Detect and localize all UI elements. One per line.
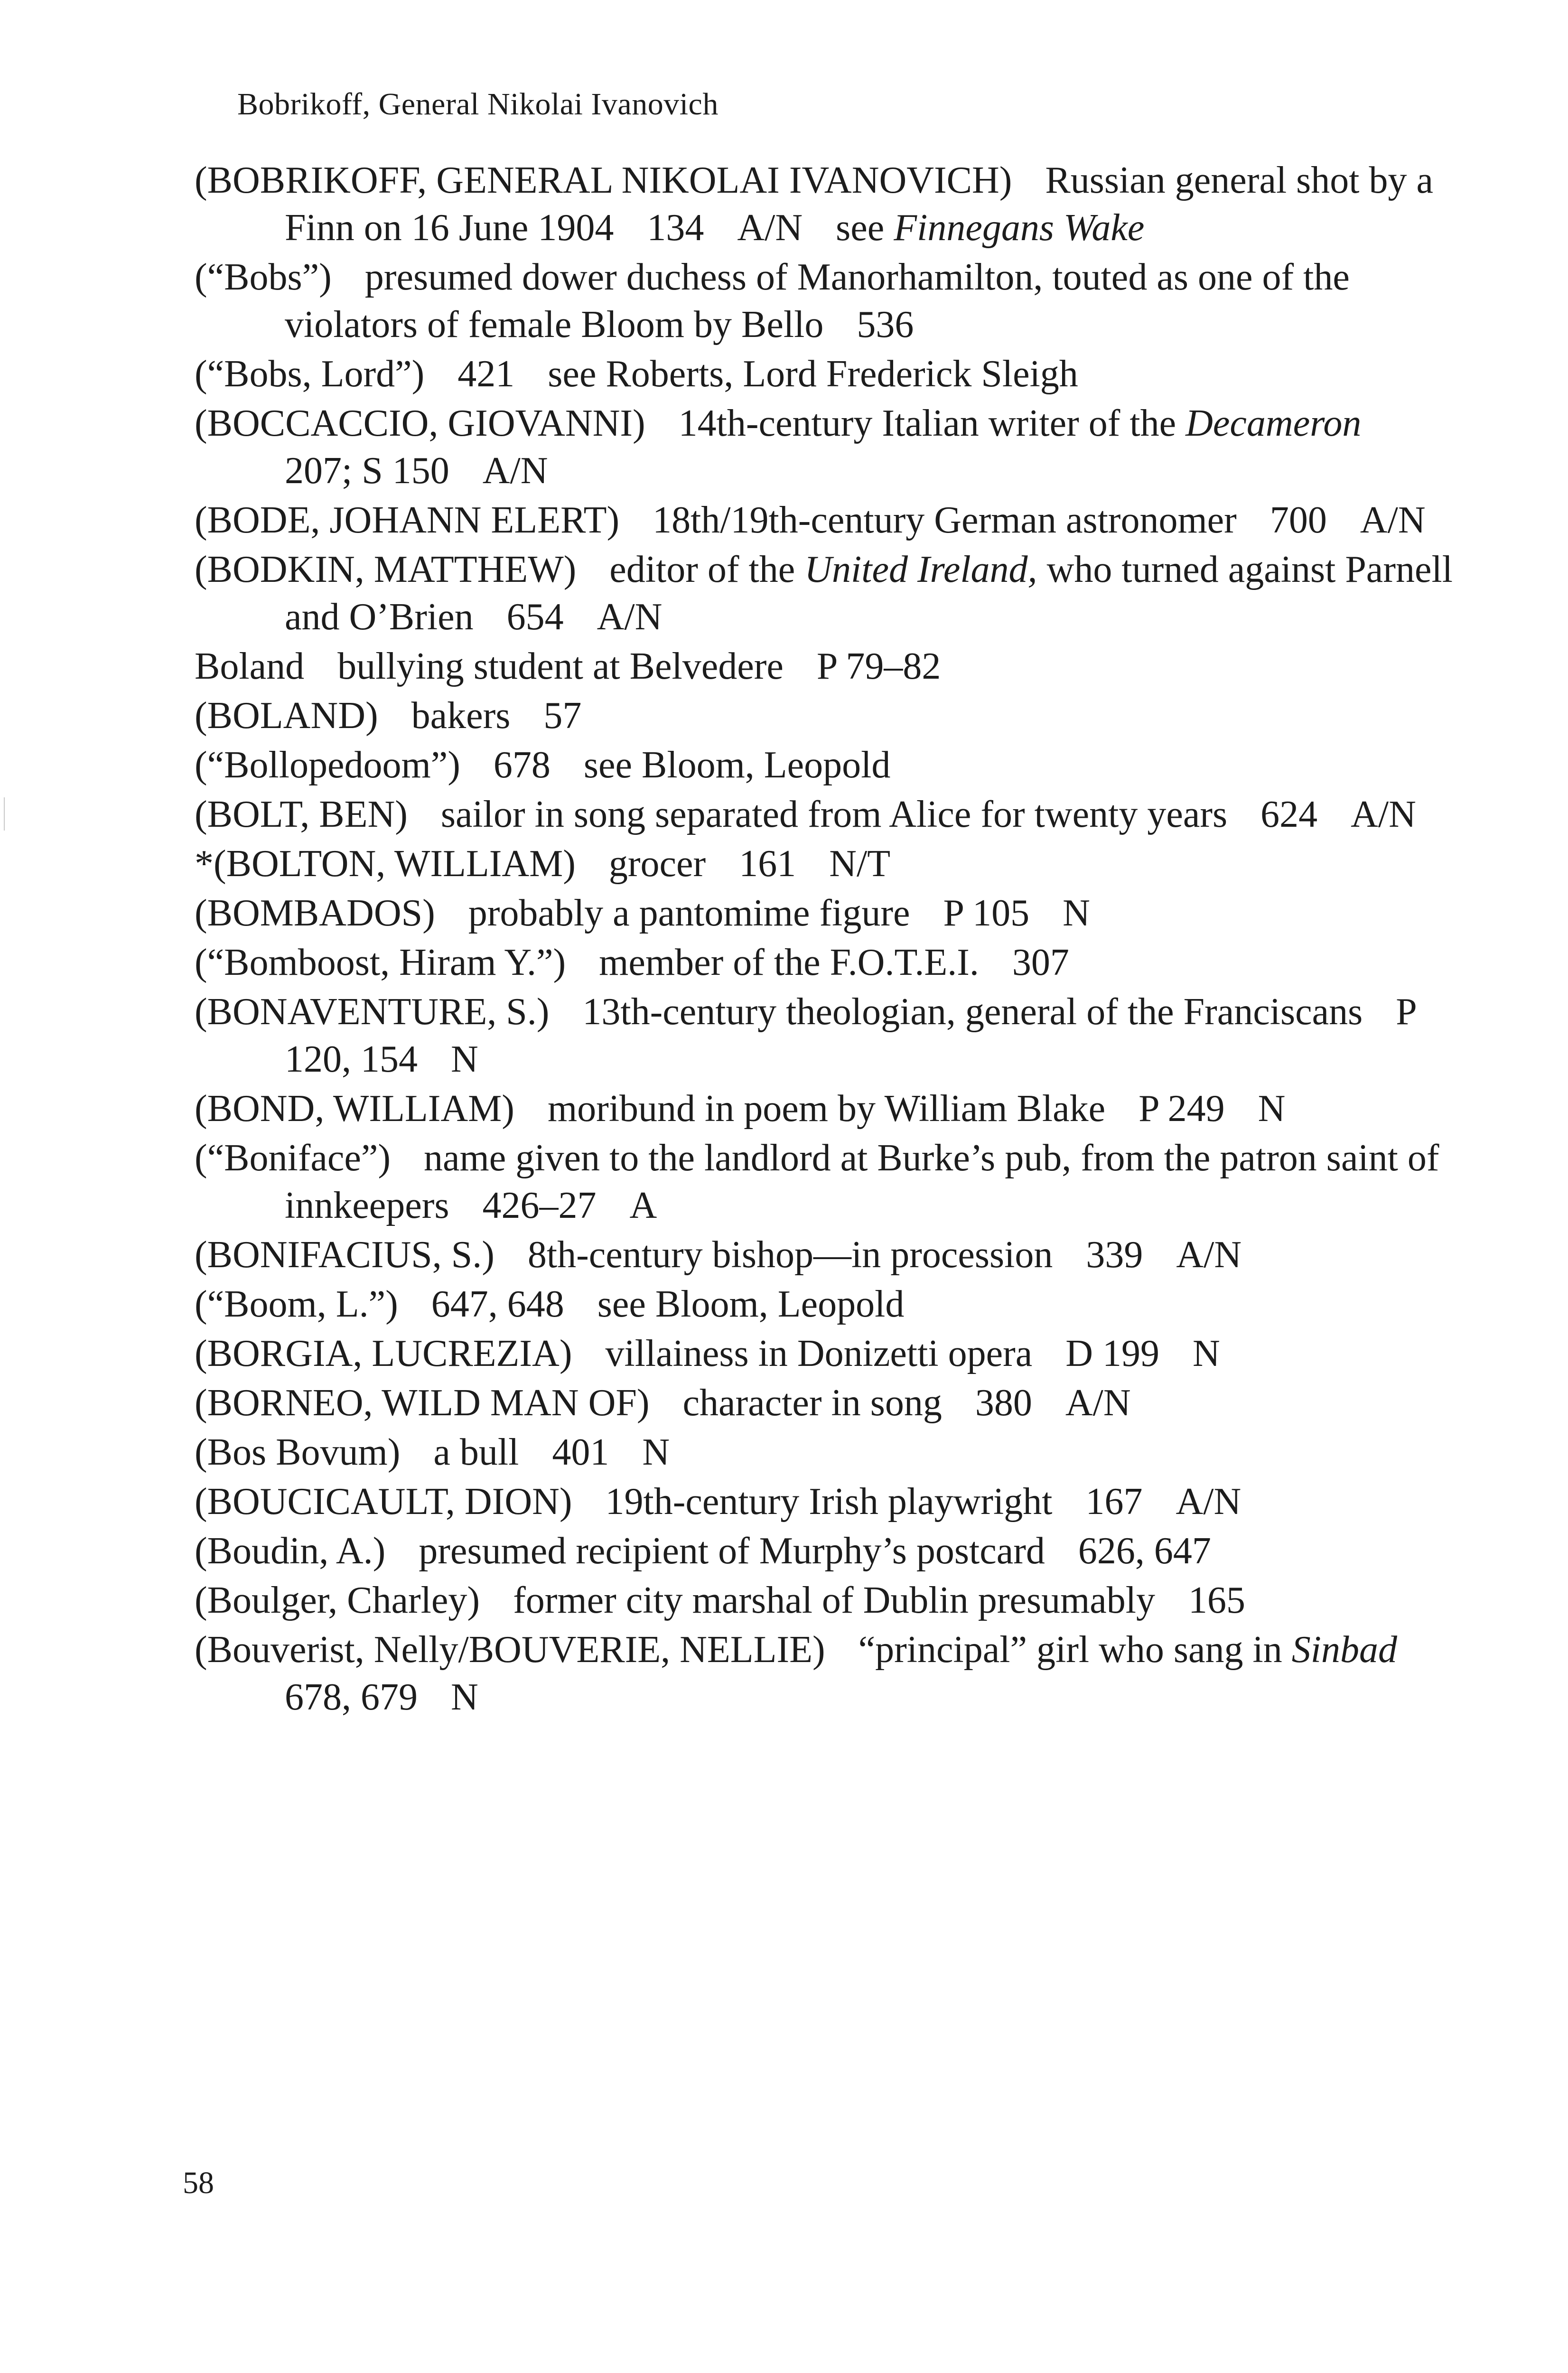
index-entry (195, 1379, 1457, 1427)
index-entries (195, 157, 1457, 1723)
index-entry (195, 692, 1457, 739)
index-entry (195, 791, 1457, 838)
index-entry (195, 1429, 1457, 1476)
entry-description: 8th-century bishop—in procession (527, 1234, 1053, 1276)
entry-refs: 626, 647 (1078, 1530, 1211, 1572)
entry-refs: 678, 679 (285, 1676, 418, 1718)
index-entry (195, 253, 1457, 348)
entry-refs: 307 (1012, 942, 1069, 983)
entry-head: (BODE, JOHANN ELERT) (195, 499, 620, 541)
entry-head: (BOLAND) (195, 695, 378, 737)
entry-description: “principal” girl who sang in (858, 1629, 1282, 1671)
entry-head: (“Bobs, Lord”) (195, 353, 425, 395)
entry-head: (BODKIN, MATTHEW) (195, 549, 577, 590)
entry-description-title: Sinbad (1291, 1629, 1397, 1671)
entry-code: N (1258, 1088, 1286, 1130)
entry-refs: 536 (857, 304, 914, 346)
entry-refs: 57 (543, 695, 582, 737)
entry-code: A/N (1176, 1481, 1241, 1523)
index-entry (195, 546, 1457, 641)
entry-head: (“Bobs”) (195, 256, 332, 298)
entry-head: (BOUCICAULT, DION) (195, 1481, 572, 1523)
entry-refs: 401 (552, 1431, 609, 1473)
entry-description-title: United Ireland, (804, 549, 1037, 590)
entry-code: A/N (1065, 1382, 1131, 1424)
entry-head: (BONIFACIUS, S.) (195, 1234, 495, 1276)
entry-head: (Boulger, Charley) (195, 1579, 480, 1621)
entry-head: (BONAVENTURE, S.) (195, 991, 550, 1033)
index-entry (195, 350, 1457, 398)
entry-head: (BOMBADOS) (195, 892, 435, 934)
entry-description: villainess in Donizetti opera (605, 1333, 1033, 1374)
entry-see: see (836, 207, 885, 249)
entry-code: N (1063, 892, 1090, 934)
entry-description: probably a pantomime figure (468, 892, 910, 934)
entry-description: grocer (608, 843, 706, 885)
entry-refs: 647, 648 (431, 1283, 564, 1325)
entry-description: editor of the (609, 549, 795, 590)
entry-head: (BORNEO, WILD MAN OF) (195, 1382, 650, 1424)
entry-refs: 167 (1085, 1481, 1143, 1523)
entry-code: A/N (737, 207, 803, 249)
entry-refs: 654 (506, 596, 564, 638)
entry-see: see Bloom, Leopold (583, 744, 891, 786)
entry-head: (“Bomboost, Hiram Y.”) (195, 942, 566, 983)
entry-refs: 207; S 150 (285, 450, 449, 492)
entry-description: member of the F.O.T.E.I. (599, 942, 979, 983)
index-entry (195, 157, 1457, 252)
index-entry (195, 1134, 1457, 1229)
entry-head: *(BOLTON, WILLIAM) (195, 843, 576, 885)
entry-refs: P 120, 154 (285, 991, 1416, 1080)
entry-code: A/N (482, 450, 548, 492)
entry-code-2: N (1193, 1333, 1220, 1374)
entry-description: sailor in song separated from Alice for twenty years (440, 794, 1228, 835)
entry-description: bakers (411, 695, 511, 737)
index-entry (195, 1280, 1457, 1328)
entry-description-continued: who turned against Parnell and O’Brien (285, 549, 1453, 638)
index-entry (195, 1478, 1457, 1525)
entry-head: (Bos Bovum) (195, 1431, 401, 1473)
index-entry (195, 741, 1457, 789)
entry-head: (Bouverist, Nelly/BOUVERIE, NELLIE) (195, 1629, 825, 1671)
index-entry (195, 1085, 1457, 1132)
entry-refs: 134 (647, 207, 704, 249)
entry-see: see Bloom, Leopold (597, 1283, 905, 1325)
entry-see-title: Finnegans Wake (894, 207, 1145, 249)
entry-code: A/N (1176, 1234, 1242, 1276)
index-entry (195, 643, 1457, 690)
entry-description: presumed dower duchess of Manorhamilton, touted as one of the violators of female Bloom by Bello (285, 256, 1350, 346)
entry-refs: 421 (457, 353, 515, 395)
entry-description: 14th-century Italian writer of the (678, 402, 1176, 444)
entry-description: 19th-century Irish playwright (605, 1481, 1053, 1523)
entry-description: character in song (682, 1382, 942, 1424)
entry-head: (BOBRIKOFF, GENERAL NIKOLAI IVANOVICH) (195, 159, 1012, 201)
entry-description: former city marshal of Dublin presumably (513, 1579, 1156, 1621)
entry-refs: 161 (739, 843, 796, 885)
entry-description: name given to the landlord at Burke’s pub, from the patron saint of innkeepers (285, 1137, 1439, 1226)
entry-head: (BOND, WILLIAM) (195, 1088, 514, 1130)
entry-head: (“Boniface”) (195, 1137, 391, 1179)
entry-code: D 199 (1065, 1333, 1160, 1374)
index-entry (195, 889, 1457, 937)
entry-code: N (642, 1431, 670, 1473)
entry-code: N (451, 1676, 478, 1718)
entry-head: (Boudin, A.) (195, 1530, 386, 1572)
entry-description: 13th-century theologian, general of the Franciscans (582, 991, 1363, 1033)
entry-description-title: Decameron (1185, 402, 1362, 444)
entry-refs: 339 (1086, 1234, 1143, 1276)
entry-description: presumed recipient of Murphy’s postcard (419, 1530, 1045, 1572)
entry-head: (BOCCACCIO, GIOVANNI) (195, 402, 645, 444)
index-entry (195, 988, 1457, 1083)
entry-description: Russian general shot by a Finn on 16 June 1904 (285, 159, 1434, 249)
entry-head: (BOLT, BEN) (195, 794, 408, 835)
index-entry (195, 496, 1457, 544)
entry-description: bullying student at Belvedere (337, 645, 784, 687)
entry-description: 18th/19th-century German astronomer (653, 499, 1237, 541)
entry-refs: 380 (975, 1382, 1032, 1424)
running-header: Bobrikoff, General Nikolai Ivanovich (237, 87, 719, 121)
entry-code: A/N (1351, 794, 1416, 835)
entry-head: (“Bollopedoom”) (195, 744, 460, 786)
entry-head: (“Boom, L.”) (195, 1283, 398, 1325)
entry-refs: 426–27 (482, 1185, 597, 1226)
index-entry (195, 1330, 1457, 1377)
entry-code: A/N (597, 596, 663, 638)
entry-code: A/N (1360, 499, 1426, 541)
entry-code: A (629, 1185, 657, 1226)
entry-refs: P 249 (1139, 1088, 1225, 1130)
entry-description: a bull (433, 1431, 519, 1473)
index-entry (195, 1527, 1457, 1575)
entry-description: moribund in poem by William Blake (547, 1088, 1106, 1130)
entry-head: (BORGIA, LUCREZIA) (195, 1333, 572, 1374)
index-entry (195, 1577, 1457, 1624)
index-entry (195, 840, 1457, 888)
entry-refs: 700 (1269, 499, 1327, 541)
entry-refs: 678 (493, 744, 551, 786)
page-number: 58 (183, 2166, 214, 2200)
index-entry (195, 1626, 1457, 1721)
entry-see: see Roberts, Lord Frederick Sleigh (548, 353, 1078, 395)
index-entry (195, 1231, 1457, 1279)
entry-code: N/T (829, 843, 891, 885)
index-entry (195, 400, 1457, 495)
entry-refs: 624 (1260, 794, 1318, 835)
entry-refs: P 105 (943, 892, 1030, 934)
index-entry (195, 939, 1457, 986)
scan-mark (4, 797, 5, 831)
entry-code: N (451, 1038, 478, 1080)
entry-refs: P 79–82 (816, 645, 941, 687)
entry-head: Boland (195, 645, 305, 687)
entry-refs: 165 (1188, 1579, 1246, 1621)
